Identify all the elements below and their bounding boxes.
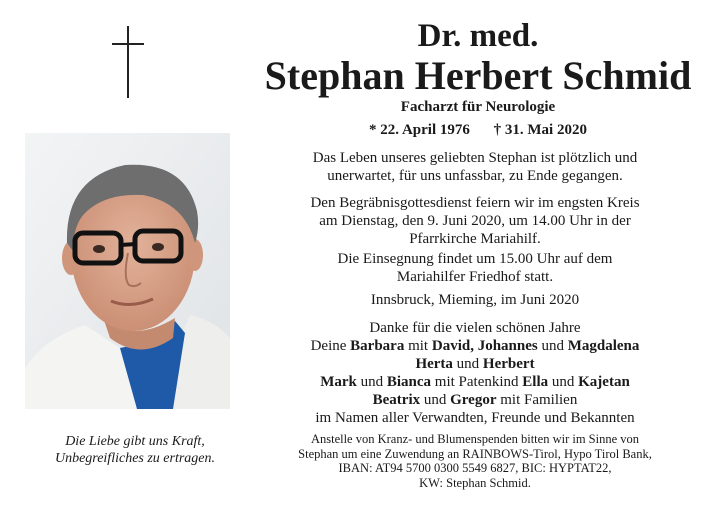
thanks-line: Danke für die vielen schönen Jahre xyxy=(369,320,581,336)
place-date: Innsbruck, Mieming, im Juni 2020 xyxy=(370,292,580,308)
mourners-line-1: Deine Barbara mit David, Johannes und Magdalena xyxy=(310,338,640,354)
portrait-photo xyxy=(25,133,230,409)
life-dates xyxy=(258,121,698,139)
deceased-name: Stephan Herbert Schmid xyxy=(264,53,692,98)
birth-date: * 22. April 1976 xyxy=(369,122,470,138)
quote: Die Liebe gibt uns Kraft, Unbegreifliches zu ertragen. xyxy=(54,434,216,466)
mourners-block xyxy=(270,319,680,427)
title-prefix: Dr. med. xyxy=(417,18,539,54)
death-date: † 31. Mai 2020 xyxy=(493,122,587,138)
profession: Facharzt für Neurologie xyxy=(400,99,556,115)
mourners-line-3: Mark und Bianca mit Patenkind Ella und Kajetan xyxy=(320,374,630,390)
paragraph-blessing: Die Einsegnung findet um 15.00 Uhr auf dem Mariahilfer Friedhof statt. xyxy=(337,251,613,285)
paragraph-service: Den Begräbnisgottesdienst feiern wir im engsten Kreis am Dienstag, den 9. Juni 2020, um 14.00 Uhr in der Pfarrkirche Mariahilf. xyxy=(310,195,640,247)
paragraph-passing: Das Leben unseres geliebten Stephan ist plötzlich und unerwartet, für uns unfassbar, zu Ende gegangen. xyxy=(312,150,638,184)
mourners-line-2: Herta und Herbert xyxy=(415,356,535,372)
mourners-line-4: Beatrix und Gregor mit Familien xyxy=(372,392,578,408)
donation-note: Anstelle von Kranz- und Blumenspenden bitten wir im Sinne von Stephan um eine Zuwendung an RAINBOWS-Tirol, Hypo Tirol Bank, IBAN: AT94 5700 0300 5549 6827, BIC: HYPTAT22, KW: Stephan Schmid. xyxy=(298,432,652,490)
cross-icon xyxy=(112,26,144,98)
mourners-line-5: im Namen aller Verwandten, Freunde und Bekannten xyxy=(315,410,635,426)
